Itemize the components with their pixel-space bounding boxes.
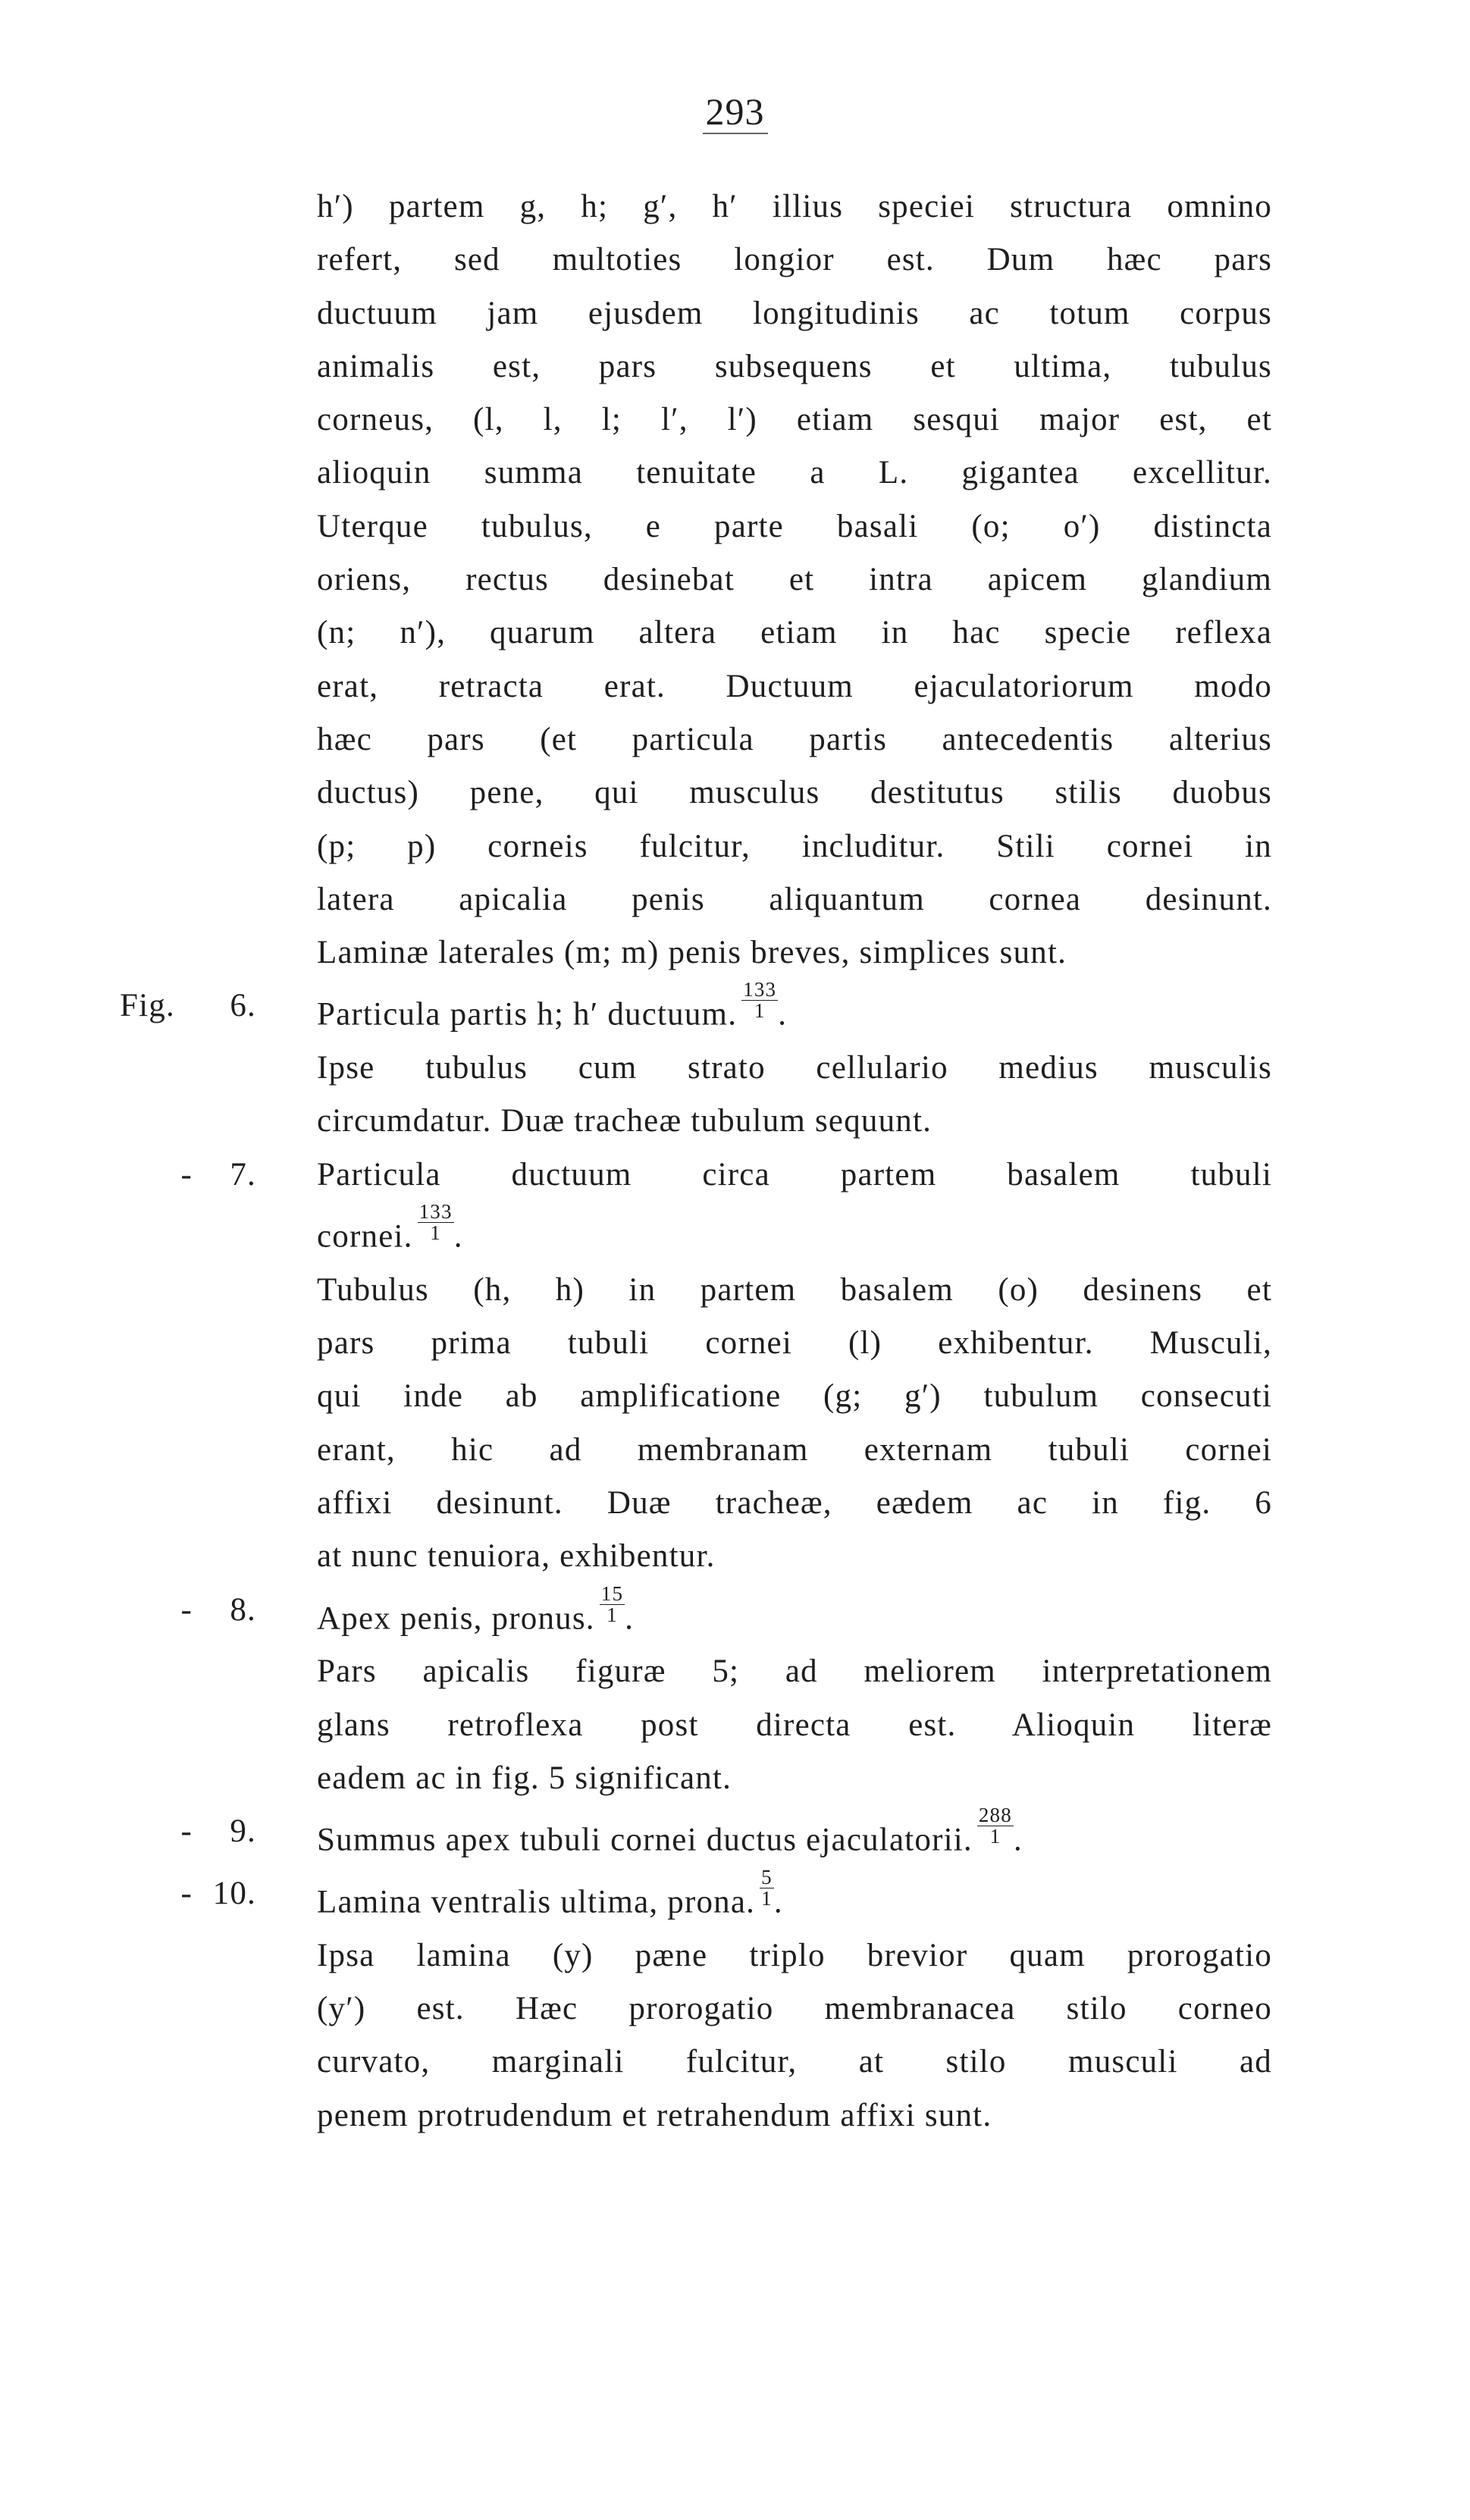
text-line: curvato, marginali fulcitur, at stilo musculi ad (317, 2044, 1272, 2080)
figure-entry-9 (180, 1804, 1272, 1867)
text-line: qui inde ab amplificatione (g; g′) tubulum consecuti (317, 1378, 1272, 1415)
text-line: erant, hic ad membranam externam tubuli cornei (317, 1431, 1272, 1468)
figure-label: - 9. (180, 1813, 256, 1850)
figure-caption-continued: cornei. $\frac{133}{1}$ . (317, 1200, 463, 1255)
magnification: $\frac{15}{1}$ (600, 1581, 624, 1626)
magnification: $\frac{133}{1}$ (743, 978, 777, 1023)
text-line: affixi desinunt. Duæ tracheæ, eædem ac in fig. 6 (317, 1485, 1272, 1521)
figure-label: - 8. (180, 1591, 256, 1628)
text-line: glans retroflexa post directa est. Alioquin literæ (317, 1707, 1272, 1743)
magnification: $\frac{288}{1}$ (978, 1804, 1012, 1848)
text-line: oriens, rectus desinebat et intra apicem glandium (317, 562, 1272, 598)
figure-label: Fig. 6. (120, 988, 256, 1024)
text-line: Pars apicalis figuræ 5; ad meliorem interpretationem (317, 1653, 1272, 1690)
figure-label: - 10. (180, 1875, 256, 1911)
text-line: Ipsa lamina (y) pæne triplo brevior quam prorogatio (317, 1937, 1272, 1973)
text-line: Ipse tubulus cum strato cellulario medius musculis (317, 1050, 1272, 1086)
intro-paragraph (317, 180, 1272, 979)
text-line: alioquin summa tenuitate a L. gigantea excellitur. (317, 455, 1272, 491)
magnification: $\frac{133}{1}$ (418, 1200, 453, 1245)
figure-label: - 7. (180, 1156, 256, 1193)
text-line: (y′) est. Hæc prorogatio membranacea stilo corneo (317, 1990, 1272, 2026)
figure-entry-8 (180, 1581, 1272, 1806)
text-line: Laminæ laterales (m; m) penis breves, simplices sunt. (317, 935, 1067, 971)
text-line: animalis est, pars subsequens et ultima, tubulus (317, 348, 1272, 384)
text-line: circumdatur. Duæ tracheæ tubulum sequunt. (317, 1103, 932, 1139)
text-line: refert, sed multoties longior est. Dum hæc pars (317, 242, 1272, 278)
text-line: h′) partem g, h; g′, h′ illius speciei structura omnino (317, 189, 1272, 224)
figure-caption: Particula ductuum circa partem basalem tubuli (317, 1156, 1272, 1193)
text-line: (p; p) corneis fulcitur, includitur. Stili cornei in (317, 828, 1272, 864)
page-text (120, 180, 1272, 2142)
figure-caption: Summus apex tubuli cornei ductus ejaculatorii. $\frac{288}{1}$ . (317, 1804, 1023, 1858)
text-line: latera apicalia penis aliquantum cornea desinunt. (317, 881, 1272, 917)
text-line: eadem ac in fig. 5 significant. (317, 1760, 732, 1796)
text-line: corneus, (l, l, l; l′, l′) etiam sesqui major est, et (317, 402, 1272, 438)
text-line: at nunc tenuiora, exhibentur. (317, 1538, 716, 1575)
text-line: Tubulus (h, h) in partem basalem (o) desinens et (317, 1271, 1272, 1308)
text-line: pars prima tubuli cornei (l) exhibentur. Musculi, (317, 1325, 1272, 1362)
figure-caption: Particula partis h; h′ ductuum. $\frac{133}{1}$ . (317, 978, 788, 1033)
figure-entry-7 (180, 1149, 1272, 1584)
magnification: $\frac{5}{1}$ (761, 1865, 773, 1910)
page-number: 293 (0, 89, 1470, 133)
text-line: penem protrudendum et retrahendum affixi sunt. (317, 2097, 992, 2133)
text-line: erat, retracta erat. Ductuum ejaculatoriorum modo (317, 668, 1272, 704)
text-line: (n; n′), quarum altera etiam in hac specie reflexa (317, 615, 1272, 651)
text-line: ductus) pene, qui musculus destitutus stilis duobus (317, 775, 1272, 811)
text-line: ductuum jam ejusdem longitudinis ac totum corpus (317, 295, 1272, 331)
figure-entry-6 (120, 978, 1272, 1148)
text-line: Uterque tubulus, e parte basali (o; o′) distincta (317, 508, 1272, 544)
text-line: hæc pars (et particula partis antecedentis alterius (317, 721, 1272, 757)
figure-entry-10 (180, 1865, 1272, 2142)
figure-caption: Apex penis, pronus. $\frac{15}{1}$ . (317, 1581, 635, 1637)
figure-caption: Lamina ventralis ultima, prona. $\frac{5}{1}$ . (317, 1865, 783, 1920)
